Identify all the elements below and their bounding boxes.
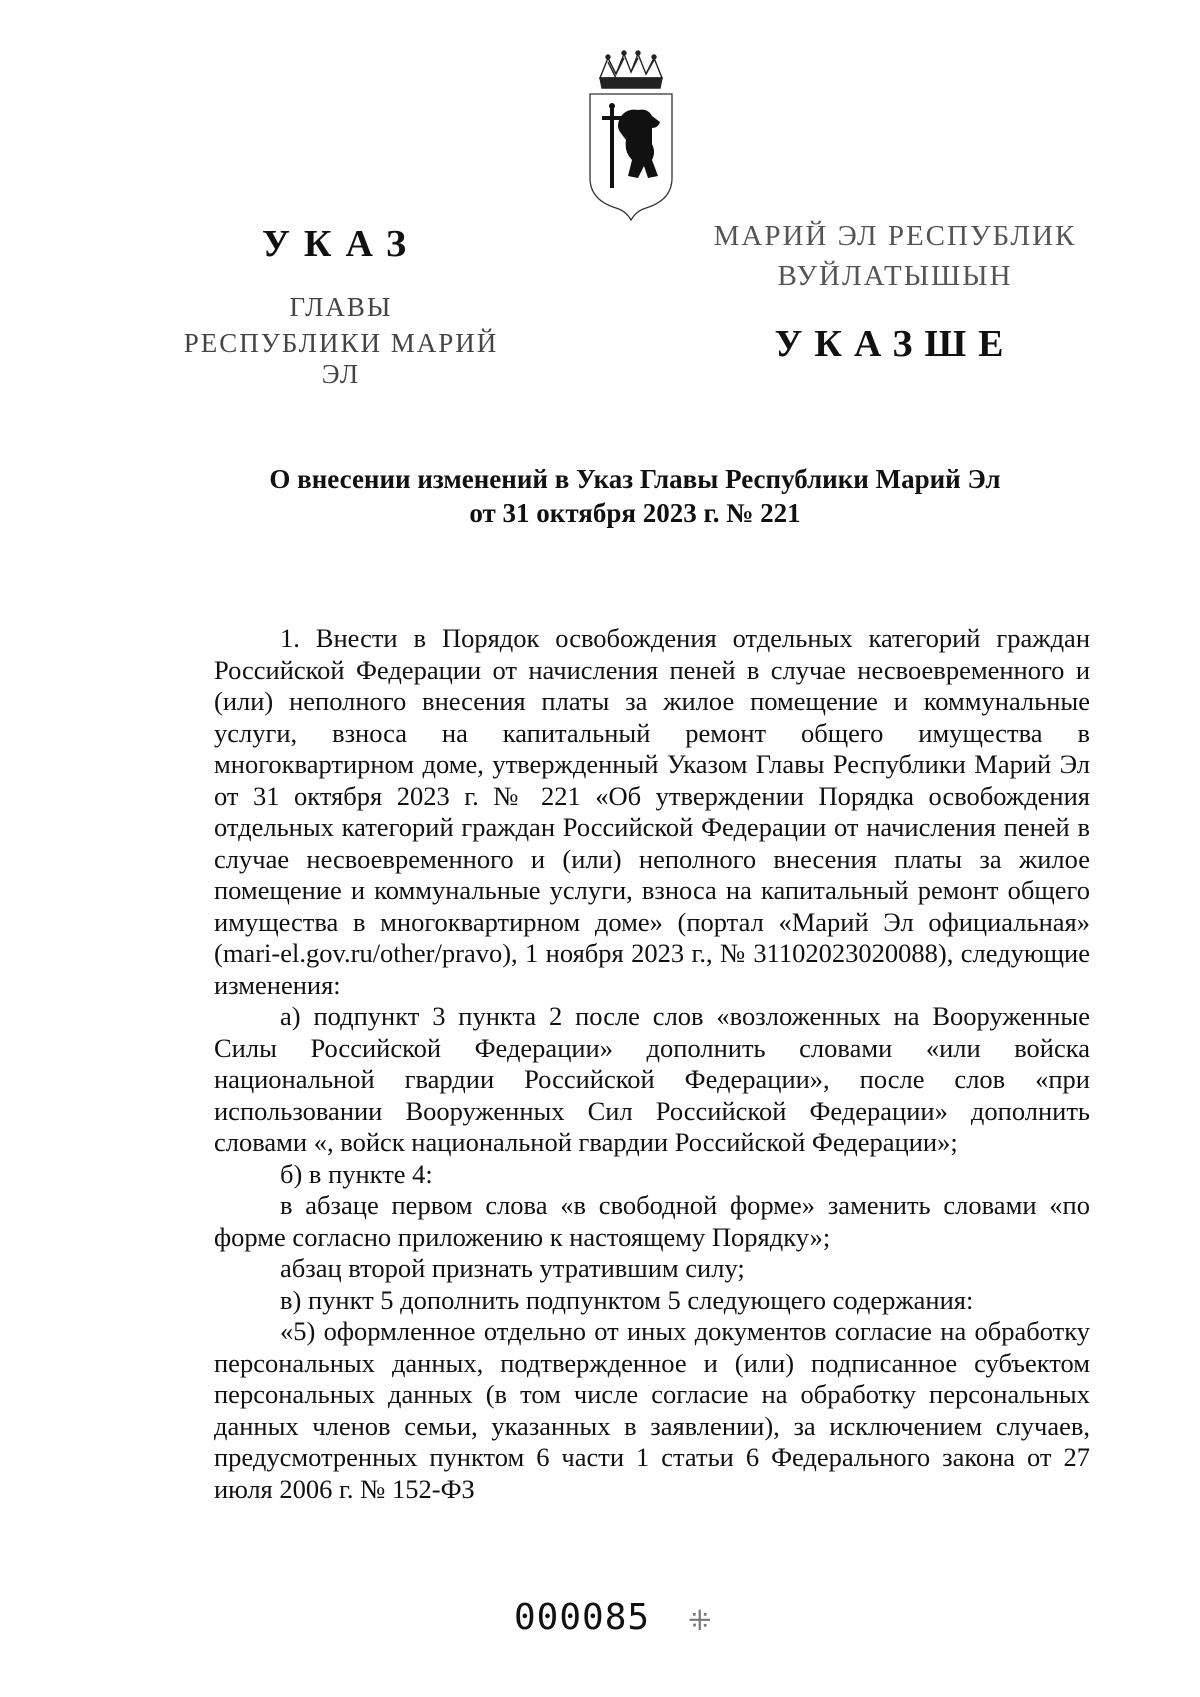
document-serial-number: 000085 <box>514 1597 651 1638</box>
issuer-line-1-mari: МАРИЙ ЭЛ РЕСПУБЛИК <box>713 220 1077 252</box>
crown-icon <box>600 51 662 88</box>
document-title <box>200 462 1070 530</box>
security-mark-icon: ⁜ <box>688 1606 712 1637</box>
paragraph-6: в) пункт 5 дополнить подпунктом 5 следующего содержания: <box>280 1284 974 1315</box>
document-title-line-2: от 31 октября 2023 г. № 221 <box>469 498 801 528</box>
decree-title-ru: УКАЗ <box>262 223 420 265</box>
decree-title-mari: УКАЗШЕ <box>774 323 1016 365</box>
coat-of-arms-emblem <box>586 48 676 224</box>
issuer-line-1-ru: ГЛАВЫ <box>289 292 393 322</box>
paragraph-4: в абзаце первом слова «в свободной форме» заменить словами «по форме согласно приложению к настоящему Порядку»; <box>214 1190 1090 1252</box>
document-body <box>214 623 1090 1505</box>
paragraph-3: б) в пункте 4: <box>280 1158 433 1189</box>
paragraph-5: абзац второй признать утратившим силу; <box>280 1253 745 1283</box>
paragraph-2: а) подпункт 3 пункта 2 после слов «возложенных на Вооруженные Силы Российской Федерации» дополнить словами «или войска национальной гвардии Российской Федерации», после слов «при использовании Вооруженных Сил Российской Федерации» дополнить словами «, войск национальной гвардии Российской Федерации»; <box>214 1001 1090 1157</box>
issuer-line-2-ru: РЕСПУБЛИКИ МАРИЙ ЭЛ <box>183 328 499 389</box>
document-title-line-1: О внесении изменений в Указ Главы Республики Марий Эл <box>269 464 1001 494</box>
paragraph-1: 1. Внести в Порядок освобождения отдельных категорий граждан Российской Федерации от начисления пеней в случае несвоевременного и (или) неполного внесения платы за жилое помещение и коммунальные услуги, взноса на капитальный ремонт общего имущества в многоквартирном доме, утвержденный Указом Главы Республики Марий Эл от 31 октября 2023 г. № 221 «Об утверждении Порядка освобождения отдельных категорий граждан Российской Федерации от начисления пеней в случае несвоевременного и (или) неполного внесения платы за жилое помещение и коммунальные услуги, взноса на капитальный ремонт общего имущества в многоквартирном доме» (портал «Марий Эл официальная» (mari-el.gov.ru/other/pravo), 1 ноября 2023 г., № 31102023020088), следующие изменения: <box>214 623 1090 1000</box>
paragraph-7: «5) оформленное отдельно от иных документов согласие на обработку персональных данных, подтвержденное и (или) подписанное субъектом персональных данных (в том числе согласие на обработку персональных данных членов семьи, указанных в заявлении), за исключением случаев, предусмотренных пунктом 6 части 1 статьи 6 Федерального закона от 27 июля 2006 г. № 152-ФЗ <box>214 1316 1090 1504</box>
issuer-line-2-mari: ВУЙЛАТЫШЫН <box>777 260 1013 292</box>
